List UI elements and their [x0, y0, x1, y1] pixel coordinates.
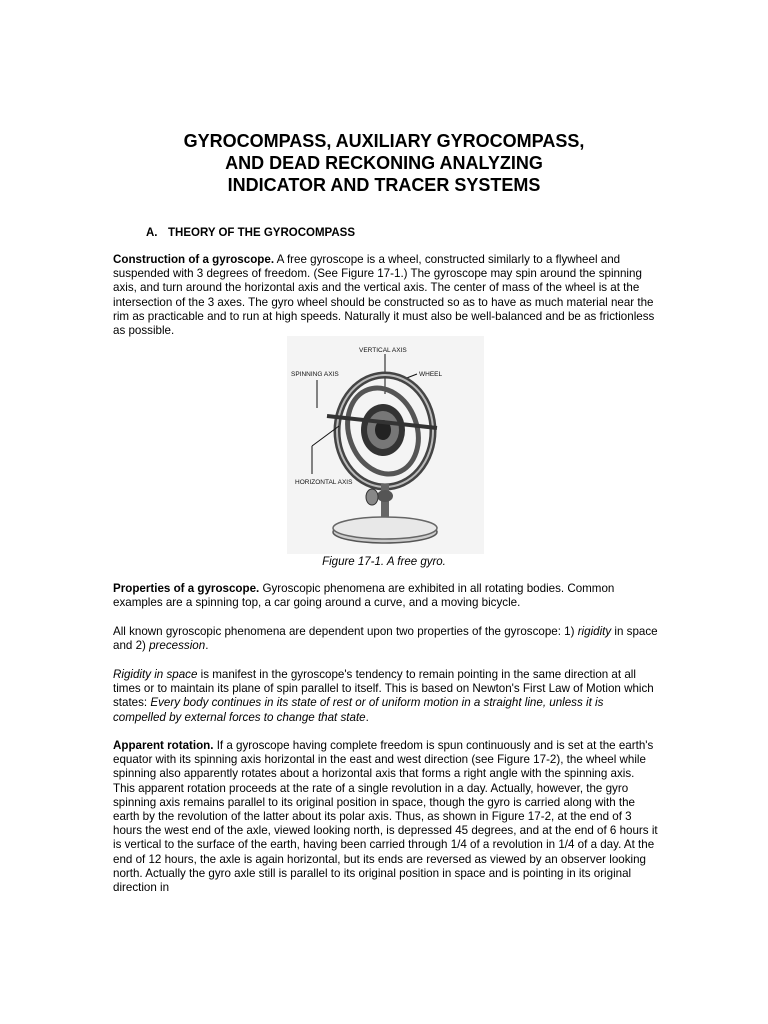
figure-caption: Figure 17-1. A free gyro. — [322, 556, 446, 568]
rigidity-paragraph — [113, 668, 658, 725]
label-spinning-axis: SPINNING AXIS — [291, 371, 339, 378]
rigidity-term: rigidity — [577, 625, 612, 638]
rigidity-body: is manifest in the gyroscope's tendency to remain pointing in the same direction at all times or to maintain its plane of spin parallel to itself. This is based on Newton's First Law of Motion which states: — [113, 668, 654, 710]
precession-term: precession — [149, 639, 206, 653]
title-line-1: GYROCOMPASS, AUXILIARY GYROCOMPASS, — [183, 131, 585, 151]
construction-body: A free gyroscope is a wheel, constructed similarly to a flywheel and suspended with 3 degrees of freedom. (See Figure 17-1.) The gyroscope may spin around the spinning axis, and turn around the horizontal axis and the vertical axis. The center of mass of the wheel is at the intersection of the 3 axes. The gyro wheel should be constructed so as to have as much material near the rim as practicable and to run at high speeds. Naturally it must also be well-balanced and be as frictionless as possible. — [113, 253, 655, 338]
label-horizontal-axis: HORIZONTAL AXIS — [295, 479, 353, 486]
label-vertical-axis: VERTICAL AXIS — [359, 347, 407, 354]
section-letter: A. — [146, 227, 158, 239]
title-line-3: INDICATOR AND TRACER SYSTEMS — [227, 175, 541, 195]
rigidity-lead: Rigidity in space — [113, 668, 198, 681]
dependent-text-2: in space and 2) — [113, 625, 658, 653]
dependent-paragraph — [113, 625, 658, 653]
dependent-text-1: All known gyroscopic phenomena are dependent upon two properties of the gyroscope: 1) — [113, 625, 578, 638]
properties-paragraph — [113, 582, 658, 610]
section-title: THEORY OF THE GYROCOMPASS — [168, 227, 355, 239]
title-line-2: AND DEAD RECKONING ANALYZING — [225, 153, 543, 173]
gyro-illustration — [287, 336, 484, 554]
apparent-lead: Apparent rotation. — [113, 739, 214, 752]
apparent-body: If a gyroscope having complete freedom is spun continuously and is set at the earth's equator with its spinning axis horizontal in the east and west direction (see Figure 17-2), the wheel while spinning also apparently rotates about a horizontal axis that forms a right angle with the spinning axis. This apparent rotation proceeds at the rate of a single revolution in a day. Actually, however, the gyro spinning axis remains parallel to its original position in space, though the gyro is carried along with the earth by the revolution of the latter about its polar axis. Thus, as shown in Figure 17-2, at the end of 3 hours the west end of the axle, viewed looking north, is depressed 45 degrees, and at the end of 6 hours it is vertical to the surface of the earth, having been carried through 1/4 of a revolution in 1/4 of a day. At the end of 12 hours, the axle is again horizontal, but its ends are reversed as viewed by an observer looking north. Actually the gyro axle still is parallel to its original position in space and is pointing in its original direction in — [113, 739, 658, 895]
label-wheel: WHEEL — [419, 371, 443, 378]
properties-body: Gyroscopic phenomena are exhibited in all rotating bodies. Common examples are a spinning top, a car going around a curve, and a moving bicycle. — [113, 582, 615, 610]
dependent-text-3: . — [205, 639, 209, 653]
rigidity-end: . — [365, 710, 369, 724]
gyro-figure — [287, 336, 484, 554]
section-heading — [146, 227, 355, 239]
construction-lead: Construction of a gyroscope. — [113, 253, 275, 266]
properties-lead: Properties of a gyroscope. — [113, 582, 260, 595]
apparent-rotation-paragraph — [113, 739, 658, 895]
construction-paragraph — [113, 253, 658, 338]
newton-quote: Every body continues in its state of rest or of uniform motion in a straight line, unless it is compelled by external forces to change that state — [113, 696, 604, 724]
document-title — [0, 130, 768, 196]
